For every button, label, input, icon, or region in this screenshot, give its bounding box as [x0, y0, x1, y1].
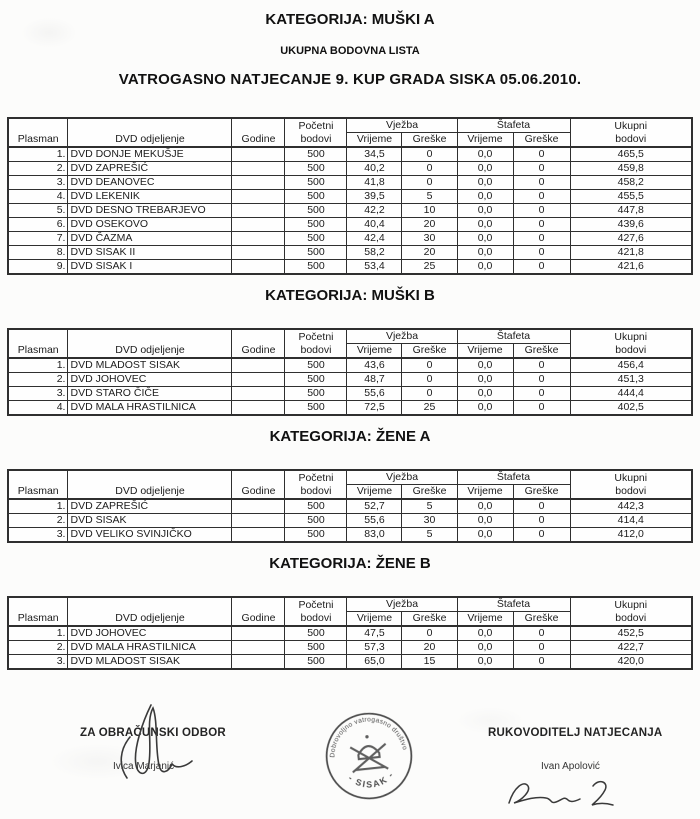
firefighter-emblem-icon [349, 733, 388, 772]
col-header-vjezba-vrijeme: Vrijeme [347, 133, 402, 148]
col-header-ukupni [570, 118, 692, 147]
cell-godine [232, 204, 285, 218]
cell-dvd-name: DVD MALA HRASTILNICA [68, 401, 232, 416]
cell-godine [232, 358, 285, 373]
cell-vjezba-greske: 5 [402, 528, 457, 543]
cell-ukupni-bodovi: 421,8 [570, 246, 692, 260]
cell-pocetni-bodovi: 500 [285, 499, 347, 514]
cell-stafeta-vrijeme: 0,0 [457, 260, 513, 275]
cell-godine [232, 373, 285, 387]
col-header-pocetni [285, 329, 347, 358]
cell-godine [232, 387, 285, 401]
cell-stafeta-greske: 0 [513, 401, 570, 416]
col-header-ukupni-line1: Ukupni [614, 472, 648, 484]
cell-plasman: 1. [8, 499, 68, 514]
table-row [8, 655, 692, 670]
col-header-plasman: Plasman [8, 329, 68, 358]
right-signatory-name: Ivan Apolović [541, 761, 600, 772]
cell-stafeta-vrijeme: 0,0 [457, 162, 513, 176]
cell-godine [232, 641, 285, 655]
col-header-dvd: DVD odjeljenje [68, 329, 232, 358]
cell-stafeta-vrijeme: 0,0 [457, 232, 513, 246]
results-table-2 [7, 469, 693, 543]
cell-ukupni-bodovi: 452,5 [570, 626, 692, 641]
cell-godine [232, 246, 285, 260]
table-row [8, 514, 692, 528]
cell-pocetni-bodovi: 500 [285, 260, 347, 275]
table-row [8, 204, 692, 218]
col-header-ukupni-line2: bodovi [615, 133, 647, 145]
col-header-pocetni-line1: Početni [298, 472, 334, 484]
cell-pocetni-bodovi: 500 [285, 401, 347, 416]
cell-godine [232, 514, 285, 528]
col-header-ukupni-line1: Ukupni [614, 120, 648, 132]
cell-stafeta-vrijeme: 0,0 [457, 401, 513, 416]
col-header-plasman: Plasman [8, 118, 68, 147]
cell-ukupni-bodovi: 439,6 [570, 218, 692, 232]
cell-plasman: 2. [8, 514, 68, 528]
col-header-vjezba-vrijeme: Vrijeme [347, 344, 402, 359]
col-header-stafeta-greske: Greške [513, 612, 570, 627]
table-row [8, 218, 692, 232]
cell-godine [232, 260, 285, 275]
cell-pocetni-bodovi: 500 [285, 218, 347, 232]
col-header-ukupni-line2: bodovi [615, 344, 647, 356]
cell-vjezba-vrijeme: 40,4 [347, 218, 402, 232]
col-header-ukupni-line2: bodovi [615, 612, 647, 624]
cell-stafeta-greske: 0 [513, 232, 570, 246]
category-title: KATEGORIJA: MUŠKI A [265, 11, 435, 28]
cell-vjezba-greske: 0 [402, 387, 457, 401]
cell-dvd-name: DVD MLADOST SISAK [68, 655, 232, 670]
col-header-pocetni [285, 597, 347, 626]
cell-stafeta-vrijeme: 0,0 [457, 641, 513, 655]
cell-pocetni-bodovi: 500 [285, 655, 347, 670]
col-header-stafeta-vrijeme: Vrijeme [457, 133, 513, 148]
left-signatory-name: Ivica Marjanić [113, 761, 175, 772]
cell-plasman: 2. [8, 162, 68, 176]
col-header-vjezba-greske: Greške [402, 612, 457, 627]
cell-ukupni-bodovi: 421,6 [570, 260, 692, 275]
cell-stafeta-greske: 0 [513, 260, 570, 275]
cell-vjezba-greske: 0 [402, 373, 457, 387]
cell-dvd-name: DVD DESNO TREBARJEVO [68, 204, 232, 218]
cell-vjezba-greske: 0 [402, 358, 457, 373]
cell-ukupni-bodovi: 455,5 [570, 190, 692, 204]
cell-ukupni-bodovi: 414,4 [570, 514, 692, 528]
cell-dvd-name: DVD OSEKOVO [68, 218, 232, 232]
cell-vjezba-vrijeme: 55,6 [347, 387, 402, 401]
cell-dvd-name: DVD DEANOVEC [68, 176, 232, 190]
cell-stafeta-vrijeme: 0,0 [457, 528, 513, 543]
col-header-plasman: Plasman [8, 597, 68, 626]
cell-godine [232, 162, 285, 176]
cell-ukupni-bodovi: 465,5 [570, 147, 692, 162]
cell-vjezba-greske: 0 [402, 162, 457, 176]
section-title: KATEGORIJA: MUŠKI B [265, 287, 435, 304]
cell-dvd-name: DVD MLADOST SISAK [68, 358, 232, 373]
cell-vjezba-vrijeme: 47,5 [347, 626, 402, 641]
cell-plasman: 3. [8, 176, 68, 190]
col-header-pocetni-line2: bodovi [300, 612, 332, 624]
col-header-vjezba-greske: Greške [402, 133, 457, 148]
table-row [8, 190, 692, 204]
stamp-seal [320, 707, 419, 806]
col-header-stafeta-vrijeme: Vrijeme [457, 612, 513, 627]
col-header-stafeta: Štafeta [457, 470, 570, 485]
cell-vjezba-vrijeme: 34,5 [347, 147, 402, 162]
cell-vjezba-greske: 0 [402, 176, 457, 190]
cell-pocetni-bodovi: 500 [285, 190, 347, 204]
table-row [8, 626, 692, 641]
table-row [8, 176, 692, 190]
cell-ukupni-bodovi: 451,3 [570, 373, 692, 387]
col-header-stafeta-greske: Greške [513, 485, 570, 500]
cell-ukupni-bodovi: 402,5 [570, 401, 692, 416]
col-header-stafeta: Štafeta [457, 597, 570, 612]
cell-vjezba-greske: 25 [402, 260, 457, 275]
section-title: KATEGORIJA: ŽENE A [269, 428, 431, 445]
cell-pocetni-bodovi: 500 [285, 641, 347, 655]
col-header-ukupni [570, 470, 692, 499]
col-header-vjezba-greske: Greške [402, 485, 457, 500]
stamp-ring [322, 709, 415, 802]
right-signature [505, 777, 619, 813]
cell-dvd-name: DVD SISAK II [68, 246, 232, 260]
cell-dvd-name: DVD ČAZMA [68, 232, 232, 246]
cell-pocetni-bodovi: 500 [285, 176, 347, 190]
cell-stafeta-greske: 0 [513, 655, 570, 670]
cell-pocetni-bodovi: 500 [285, 626, 347, 641]
col-header-ukupni [570, 597, 692, 626]
cell-ukupni-bodovi: 447,8 [570, 204, 692, 218]
cell-stafeta-vrijeme: 0,0 [457, 626, 513, 641]
col-header-stafeta-greske: Greške [513, 344, 570, 359]
cell-vjezba-greske: 5 [402, 499, 457, 514]
col-header-dvd: DVD odjeljenje [68, 597, 232, 626]
results-table-3 [7, 596, 693, 670]
list-subtitle: UKUPNA BODOVNA LISTA [280, 45, 420, 57]
cell-plasman: 6. [8, 218, 68, 232]
col-header-stafeta-greske: Greške [513, 133, 570, 148]
cell-stafeta-greske: 0 [513, 204, 570, 218]
cell-ukupni-bodovi: 444,4 [570, 387, 692, 401]
col-header-vjezba: Vježba [347, 118, 457, 133]
cell-dvd-name: DVD SISAK I [68, 260, 232, 275]
cell-pocetni-bodovi: 500 [285, 162, 347, 176]
cell-pocetni-bodovi: 500 [285, 147, 347, 162]
cell-vjezba-greske: 0 [402, 626, 457, 641]
cell-vjezba-vrijeme: 39,5 [347, 190, 402, 204]
stamp-arc-text: Dobrovoljno vatrogasno društvo [329, 716, 409, 758]
left-signatory-title: ZA OBRAČUNSKI ODBOR [80, 727, 226, 739]
col-header-vjezba: Vježba [347, 470, 457, 485]
cell-plasman: 3. [8, 387, 68, 401]
col-header-godine: Godine [232, 597, 285, 626]
col-header-ukupni-line1: Ukupni [614, 599, 648, 611]
section-title: KATEGORIJA: ŽENE B [269, 555, 431, 572]
table-row [8, 401, 692, 416]
cell-stafeta-greske: 0 [513, 626, 570, 641]
cell-stafeta-vrijeme: 0,0 [457, 655, 513, 670]
table-row [8, 499, 692, 514]
cell-ukupni-bodovi: 420,0 [570, 655, 692, 670]
svg-text:- SISAK - [346, 768, 398, 792]
cell-dvd-name: DVD JOHOVEC [68, 626, 232, 641]
cell-dvd-name: DVD JOHOVEC [68, 373, 232, 387]
cell-stafeta-greske: 0 [513, 499, 570, 514]
cell-vjezba-vrijeme: 48,7 [347, 373, 402, 387]
cell-stafeta-vrijeme: 0,0 [457, 373, 513, 387]
col-header-pocetni [285, 470, 347, 499]
cell-ukupni-bodovi: 458,2 [570, 176, 692, 190]
right-signatory-title: RUKOVODITELJ NATJECANJA [488, 727, 663, 739]
cell-ukupni-bodovi: 412,0 [570, 528, 692, 543]
col-header-ukupni [570, 329, 692, 358]
cell-godine [232, 499, 285, 514]
col-header-ukupni-line2: bodovi [615, 485, 647, 497]
col-header-stafeta-vrijeme: Vrijeme [457, 344, 513, 359]
cell-vjezba-vrijeme: 52,7 [347, 499, 402, 514]
table-row [8, 387, 692, 401]
cell-ukupni-bodovi: 459,8 [570, 162, 692, 176]
cell-vjezba-greske: 20 [402, 246, 457, 260]
cell-stafeta-greske: 0 [513, 218, 570, 232]
table-row [8, 147, 692, 162]
cell-stafeta-vrijeme: 0,0 [457, 190, 513, 204]
table-row [8, 232, 692, 246]
cell-vjezba-vrijeme: 43,6 [347, 358, 402, 373]
table-row [8, 373, 692, 387]
table-row [8, 260, 692, 275]
cell-dvd-name: DVD STARO ČIČE [68, 387, 232, 401]
results-table-1 [7, 328, 693, 416]
col-header-godine: Godine [232, 470, 285, 499]
cell-stafeta-vrijeme: 0,0 [457, 387, 513, 401]
cell-vjezba-vrijeme: 40,2 [347, 162, 402, 176]
cell-godine [232, 528, 285, 543]
cell-plasman: 1. [8, 358, 68, 373]
cell-godine [232, 190, 285, 204]
cell-dvd-name: DVD LEKENIK [68, 190, 232, 204]
cell-pocetni-bodovi: 500 [285, 387, 347, 401]
col-header-pocetni-line1: Početni [298, 331, 334, 343]
col-header-dvd: DVD odjeljenje [68, 470, 232, 499]
col-header-pocetni-line1: Početni [298, 120, 334, 132]
cell-ukupni-bodovi: 422,7 [570, 641, 692, 655]
cell-vjezba-vrijeme: 57,3 [347, 641, 402, 655]
cell-pocetni-bodovi: 500 [285, 232, 347, 246]
table-row [8, 641, 692, 655]
cell-stafeta-vrijeme: 0,0 [457, 176, 513, 190]
cell-vjezba-greske: 30 [402, 514, 457, 528]
cell-stafeta-greske: 0 [513, 387, 570, 401]
table-row [8, 162, 692, 176]
cell-ukupni-bodovi: 456,4 [570, 358, 692, 373]
cell-godine [232, 655, 285, 670]
cell-plasman: 2. [8, 641, 68, 655]
col-header-vjezba: Vježba [347, 329, 457, 344]
cell-stafeta-greske: 0 [513, 246, 570, 260]
cell-plasman: 1. [8, 626, 68, 641]
cell-plasman: 1. [8, 147, 68, 162]
cell-vjezba-vrijeme: 41,8 [347, 176, 402, 190]
cell-pocetni-bodovi: 500 [285, 358, 347, 373]
cell-vjezba-greske: 20 [402, 218, 457, 232]
cell-dvd-name: DVD SISAK [68, 514, 232, 528]
cell-vjezba-vrijeme: 83,0 [347, 528, 402, 543]
cell-plasman: 4. [8, 190, 68, 204]
cell-stafeta-vrijeme: 0,0 [457, 147, 513, 162]
col-header-pocetni-line2: bodovi [300, 344, 332, 356]
col-header-godine: Godine [232, 118, 285, 147]
cell-pocetni-bodovi: 500 [285, 204, 347, 218]
cell-ukupni-bodovi: 442,3 [570, 499, 692, 514]
cell-stafeta-greske: 0 [513, 514, 570, 528]
cell-stafeta-vrijeme: 0,0 [457, 499, 513, 514]
cell-stafeta-greske: 0 [513, 190, 570, 204]
col-header-stafeta: Štafeta [457, 118, 570, 133]
cell-plasman: 3. [8, 528, 68, 543]
cell-godine [232, 232, 285, 246]
cell-vjezba-vrijeme: 58,2 [347, 246, 402, 260]
col-header-stafeta-vrijeme: Vrijeme [457, 485, 513, 500]
col-header-vjezba-greske: Greške [402, 344, 457, 359]
cell-dvd-name: DVD MALA HRASTILNICA [68, 641, 232, 655]
col-header-vjezba-vrijeme: Vrijeme [347, 612, 402, 627]
table-row [8, 528, 692, 543]
col-header-stafeta: Štafeta [457, 329, 570, 344]
cell-ukupni-bodovi: 427,6 [570, 232, 692, 246]
cell-stafeta-greske: 0 [513, 162, 570, 176]
cell-stafeta-greske: 0 [513, 358, 570, 373]
cell-vjezba-vrijeme: 42,2 [347, 204, 402, 218]
cell-stafeta-vrijeme: 0,0 [457, 204, 513, 218]
results-table-0 [7, 117, 693, 275]
cell-plasman: 7. [8, 232, 68, 246]
col-header-godine: Godine [232, 329, 285, 358]
col-header-pocetni [285, 118, 347, 147]
cell-stafeta-greske: 0 [513, 373, 570, 387]
cell-stafeta-vrijeme: 0,0 [457, 246, 513, 260]
table-row [8, 246, 692, 260]
col-header-vjezba: Vježba [347, 597, 457, 612]
left-signature [105, 701, 200, 787]
svg-text:Dobrovoljno vatrogasno društvo [326, 713, 409, 759]
cell-vjezba-greske: 5 [402, 190, 457, 204]
cell-pocetni-bodovi: 500 [285, 514, 347, 528]
table-row [8, 358, 692, 373]
col-header-plasman: Plasman [8, 470, 68, 499]
cell-vjezba-vrijeme: 55,6 [347, 514, 402, 528]
sections [0, 117, 700, 670]
cell-vjezba-greske: 20 [402, 641, 457, 655]
col-header-pocetni-line1: Početni [298, 599, 334, 611]
cell-vjezba-vrijeme: 42,4 [347, 232, 402, 246]
cell-vjezba-greske: 0 [402, 147, 457, 162]
cell-pocetni-bodovi: 500 [285, 373, 347, 387]
cell-vjezba-vrijeme: 53,4 [347, 260, 402, 275]
cell-pocetni-bodovi: 500 [285, 528, 347, 543]
cell-vjezba-greske: 30 [402, 232, 457, 246]
cell-stafeta-greske: 0 [513, 641, 570, 655]
cell-dvd-name: DVD ZAPREŠIĆ [68, 162, 232, 176]
col-header-dvd: DVD odjeljenje [68, 118, 232, 147]
cell-plasman: 8. [8, 246, 68, 260]
cell-plasman: 5. [8, 204, 68, 218]
cell-pocetni-bodovi: 500 [285, 246, 347, 260]
cell-plasman: 3. [8, 655, 68, 670]
cell-dvd-name: DVD DONJE MEKUŠJE [68, 147, 232, 162]
cell-plasman: 9. [8, 260, 68, 275]
col-header-ukupni-line1: Ukupni [614, 331, 648, 343]
cell-stafeta-vrijeme: 0,0 [457, 358, 513, 373]
cell-dvd-name: DVD VELIKO SVINJIČKO [68, 528, 232, 543]
cell-vjezba-greske: 10 [402, 204, 457, 218]
cell-godine [232, 147, 285, 162]
col-header-vjezba-vrijeme: Vrijeme [347, 485, 402, 500]
event-title: VATROGASNO NATJECANJE 9. KUP GRADA SISKA 05.06.2010. [118, 71, 582, 88]
cell-stafeta-greske: 0 [513, 147, 570, 162]
cell-stafeta-greske: 0 [513, 176, 570, 190]
cell-stafeta-vrijeme: 0,0 [457, 514, 513, 528]
cell-vjezba-greske: 25 [402, 401, 457, 416]
cell-stafeta-greske: 0 [513, 528, 570, 543]
cell-stafeta-vrijeme: 0,0 [457, 218, 513, 232]
cell-godine [232, 401, 285, 416]
stamp-bottom-text: - SISAK - [346, 769, 397, 790]
cell-vjezba-greske: 15 [402, 655, 457, 670]
col-header-pocetni-line2: bodovi [300, 133, 332, 145]
cell-plasman: 2. [8, 373, 68, 387]
cell-dvd-name: DVD ZAPREŠIĆ [68, 499, 232, 514]
cell-vjezba-vrijeme: 72,5 [347, 401, 402, 416]
cell-godine [232, 218, 285, 232]
cell-plasman: 4. [8, 401, 68, 416]
col-header-pocetni-line2: bodovi [300, 485, 332, 497]
cell-godine [232, 176, 285, 190]
cell-vjezba-vrijeme: 65,0 [347, 655, 402, 670]
cell-godine [232, 626, 285, 641]
